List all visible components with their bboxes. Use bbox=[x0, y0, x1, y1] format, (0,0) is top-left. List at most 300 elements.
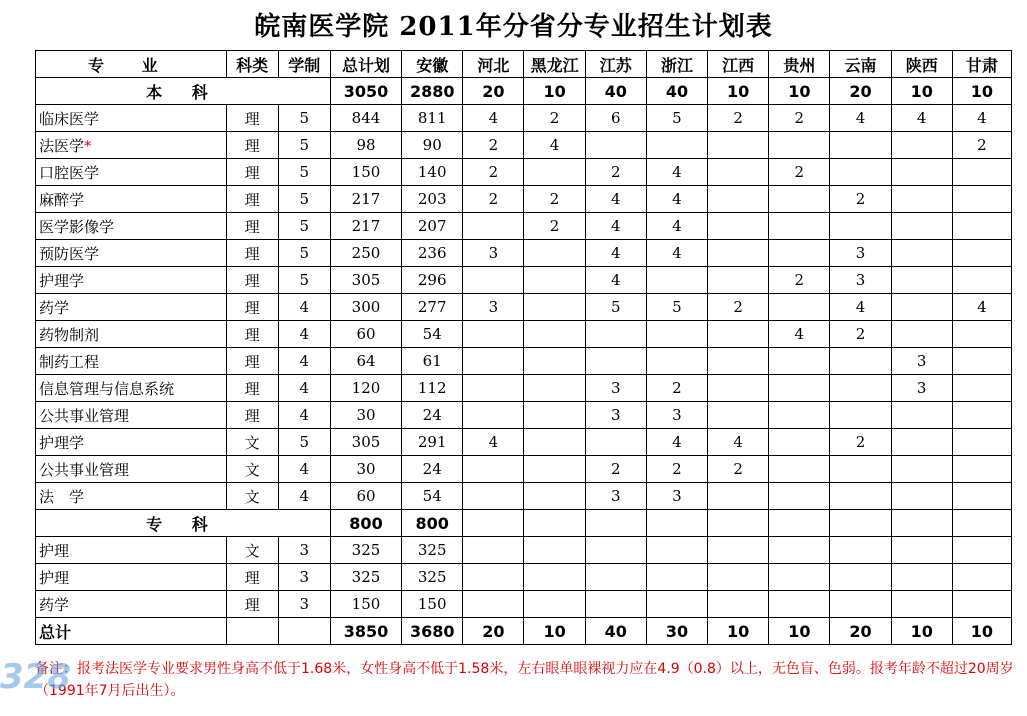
quota-cell: 4 bbox=[524, 132, 585, 159]
quota-cell bbox=[708, 564, 769, 591]
quota-cell bbox=[769, 213, 830, 240]
quota-cell: 325 bbox=[402, 537, 463, 564]
quota-cell bbox=[708, 186, 769, 213]
quota-cell bbox=[952, 402, 1011, 429]
quota-cell: 3 bbox=[646, 483, 707, 510]
quota-cell bbox=[830, 537, 891, 564]
major-name-cell bbox=[36, 267, 227, 294]
column-header: 科类 bbox=[226, 51, 278, 78]
quota-cell bbox=[708, 213, 769, 240]
quota-cell bbox=[524, 537, 585, 564]
quota-cell bbox=[524, 402, 585, 429]
quota-cell: 61 bbox=[402, 348, 463, 375]
major-name-cell bbox=[36, 591, 227, 618]
quota-cell: 4 bbox=[708, 429, 769, 456]
quota-cell bbox=[524, 321, 585, 348]
quota-cell: 4 bbox=[585, 213, 646, 240]
grand-total-cell: 10 bbox=[952, 618, 1011, 645]
quota-cell: 4 bbox=[585, 267, 646, 294]
section-total-cell: 10 bbox=[708, 78, 769, 105]
table-row bbox=[36, 267, 1012, 294]
table-row bbox=[36, 132, 1012, 159]
quota-cell bbox=[708, 375, 769, 402]
quota-cell bbox=[646, 321, 707, 348]
table-row bbox=[36, 483, 1012, 510]
duration-cell: 4 bbox=[278, 348, 330, 375]
duration-cell: 5 bbox=[278, 267, 330, 294]
quota-cell bbox=[463, 321, 524, 348]
quota-cell: 2 bbox=[524, 213, 585, 240]
quota-cell: 2 bbox=[646, 375, 707, 402]
grand-total-cell: 3850 bbox=[330, 618, 401, 645]
quota-cell bbox=[585, 564, 646, 591]
quota-cell: 2 bbox=[830, 186, 891, 213]
quota-cell bbox=[830, 159, 891, 186]
major-name: 药学 bbox=[39, 298, 70, 317]
quota-cell bbox=[952, 483, 1011, 510]
quota-cell bbox=[646, 267, 707, 294]
category-cell: 理 bbox=[226, 375, 278, 402]
quota-cell: 4 bbox=[830, 294, 891, 321]
major-name: 临床医学 bbox=[39, 109, 100, 128]
duration-cell: 3 bbox=[278, 537, 330, 564]
quota-cell bbox=[708, 132, 769, 159]
quota-cell bbox=[769, 564, 830, 591]
category-cell: 理 bbox=[226, 402, 278, 429]
grand-total-cell: 3680 bbox=[402, 618, 463, 645]
quota-cell: 5 bbox=[585, 294, 646, 321]
quota-cell: 4 bbox=[952, 294, 1011, 321]
major-name: 护理学 bbox=[39, 271, 85, 290]
quota-cell bbox=[952, 564, 1011, 591]
quota-cell: 3 bbox=[585, 402, 646, 429]
quota-cell bbox=[708, 321, 769, 348]
quota-cell bbox=[646, 132, 707, 159]
grand-total-cell: 40 bbox=[585, 618, 646, 645]
category-cell: 理 bbox=[226, 186, 278, 213]
major-name-cell bbox=[36, 294, 227, 321]
section-total-cell: 20 bbox=[830, 78, 891, 105]
column-header: 学制 bbox=[278, 51, 330, 78]
major-name-cell bbox=[36, 375, 227, 402]
quota-cell bbox=[952, 267, 1011, 294]
section-total-cell bbox=[646, 510, 707, 537]
grand-total-cell: 10 bbox=[891, 618, 952, 645]
table-row bbox=[36, 348, 1012, 375]
major-name-cell bbox=[36, 564, 227, 591]
duration-cell: 3 bbox=[278, 591, 330, 618]
major-name-cell bbox=[36, 537, 227, 564]
category-cell: 理 bbox=[226, 294, 278, 321]
quota-cell bbox=[830, 591, 891, 618]
quota-cell: 4 bbox=[769, 321, 830, 348]
quota-cell bbox=[891, 591, 952, 618]
quota-cell: 4 bbox=[952, 105, 1011, 132]
grand-total-cell: 30 bbox=[646, 618, 707, 645]
category-cell: 文 bbox=[226, 537, 278, 564]
quota-cell: 4 bbox=[646, 429, 707, 456]
quota-cell: 325 bbox=[402, 564, 463, 591]
quota-cell bbox=[769, 240, 830, 267]
section-total-cell: 800 bbox=[330, 510, 401, 537]
quota-cell: 325 bbox=[330, 537, 401, 564]
quota-cell: 2 bbox=[769, 267, 830, 294]
quota-cell bbox=[952, 321, 1011, 348]
section-total-cell bbox=[769, 510, 830, 537]
duration-cell: 5 bbox=[278, 105, 330, 132]
column-header: 甘肃 bbox=[952, 51, 1011, 78]
major-name: 麻醉学 bbox=[39, 190, 85, 209]
quota-cell: 54 bbox=[402, 483, 463, 510]
table-row bbox=[36, 321, 1012, 348]
section-total-cell bbox=[463, 510, 524, 537]
quota-cell bbox=[891, 294, 952, 321]
quota-cell bbox=[463, 402, 524, 429]
quota-cell bbox=[891, 159, 952, 186]
quota-cell bbox=[646, 348, 707, 375]
section-total-cell: 10 bbox=[769, 78, 830, 105]
major-name-cell bbox=[36, 186, 227, 213]
quota-cell bbox=[952, 186, 1011, 213]
duration-cell: 5 bbox=[278, 213, 330, 240]
quota-cell bbox=[891, 537, 952, 564]
major-name-cell bbox=[36, 159, 227, 186]
page-title: 皖南医学院 2011年分省分专业招生计划表 bbox=[254, 12, 773, 42]
table-body bbox=[36, 78, 1012, 645]
quota-cell: 3 bbox=[585, 375, 646, 402]
quota-cell bbox=[708, 159, 769, 186]
quota-cell: 3 bbox=[585, 483, 646, 510]
quota-cell bbox=[708, 591, 769, 618]
quota-cell bbox=[952, 213, 1011, 240]
quota-cell bbox=[708, 240, 769, 267]
quota-cell bbox=[463, 348, 524, 375]
section-total-cell bbox=[585, 510, 646, 537]
quota-cell: 844 bbox=[330, 105, 401, 132]
major-name: 法 学 bbox=[39, 487, 85, 506]
quota-cell: 4 bbox=[585, 186, 646, 213]
quota-cell bbox=[463, 483, 524, 510]
category-cell: 文 bbox=[226, 456, 278, 483]
quota-cell bbox=[463, 456, 524, 483]
quota-cell: 112 bbox=[402, 375, 463, 402]
quota-cell: 4 bbox=[830, 105, 891, 132]
quota-cell bbox=[891, 321, 952, 348]
quota-cell bbox=[463, 564, 524, 591]
quota-cell: 277 bbox=[402, 294, 463, 321]
category-cell: 理 bbox=[226, 591, 278, 618]
column-header: 专 业 bbox=[36, 51, 227, 78]
column-header: 黑龙江 bbox=[524, 51, 585, 78]
quota-cell: 2 bbox=[585, 456, 646, 483]
grand-total-label: 总计 bbox=[36, 618, 227, 645]
grand-total-cell: 10 bbox=[524, 618, 585, 645]
quota-cell bbox=[585, 591, 646, 618]
quota-cell: 5 bbox=[646, 294, 707, 321]
quota-cell bbox=[891, 402, 952, 429]
quota-cell: 4 bbox=[646, 159, 707, 186]
section-total-cell: 40 bbox=[646, 78, 707, 105]
quota-cell bbox=[524, 564, 585, 591]
category-cell: 理 bbox=[226, 159, 278, 186]
major-name-cell bbox=[36, 213, 227, 240]
quota-cell bbox=[708, 483, 769, 510]
quota-cell bbox=[952, 240, 1011, 267]
quota-cell: 2 bbox=[830, 321, 891, 348]
empty-cell bbox=[278, 618, 330, 645]
quota-cell: 325 bbox=[330, 564, 401, 591]
quota-cell: 2 bbox=[708, 456, 769, 483]
category-cell: 理 bbox=[226, 240, 278, 267]
section-total-cell bbox=[891, 510, 952, 537]
major-name: 口腔医学 bbox=[39, 163, 100, 182]
quota-cell bbox=[830, 213, 891, 240]
quota-cell: 296 bbox=[402, 267, 463, 294]
quota-cell: 2 bbox=[524, 105, 585, 132]
quota-cell: 811 bbox=[402, 105, 463, 132]
column-header: 云南 bbox=[830, 51, 891, 78]
major-name-cell bbox=[36, 132, 227, 159]
quota-cell: 4 bbox=[646, 240, 707, 267]
category-cell: 文 bbox=[226, 483, 278, 510]
duration-cell: 5 bbox=[278, 429, 330, 456]
quota-cell: 64 bbox=[330, 348, 401, 375]
quota-cell bbox=[830, 375, 891, 402]
quota-cell bbox=[463, 591, 524, 618]
quota-cell: 3 bbox=[891, 348, 952, 375]
category-cell: 理 bbox=[226, 321, 278, 348]
quota-cell bbox=[830, 456, 891, 483]
quota-cell: 2 bbox=[463, 132, 524, 159]
duration-cell: 5 bbox=[278, 132, 330, 159]
quota-cell: 24 bbox=[402, 402, 463, 429]
table-row bbox=[36, 402, 1012, 429]
section-label: 专 科 bbox=[36, 510, 331, 537]
quota-cell bbox=[585, 537, 646, 564]
quota-cell: 2 bbox=[585, 159, 646, 186]
quota-cell bbox=[891, 429, 952, 456]
quota-cell bbox=[463, 213, 524, 240]
section-row bbox=[36, 510, 1012, 537]
quota-cell bbox=[585, 348, 646, 375]
quota-cell: 2 bbox=[830, 429, 891, 456]
quota-cell bbox=[524, 456, 585, 483]
quota-cell bbox=[891, 213, 952, 240]
quota-cell: 2 bbox=[952, 132, 1011, 159]
quota-cell bbox=[769, 456, 830, 483]
quota-cell: 30 bbox=[330, 456, 401, 483]
column-header: 江苏 bbox=[585, 51, 646, 78]
quota-cell: 236 bbox=[402, 240, 463, 267]
section-total-cell: 2880 bbox=[402, 78, 463, 105]
section-total-cell bbox=[952, 510, 1011, 537]
quota-cell: 203 bbox=[402, 186, 463, 213]
table-row bbox=[36, 240, 1012, 267]
section-total-cell: 40 bbox=[585, 78, 646, 105]
quota-cell: 4 bbox=[891, 105, 952, 132]
grand-total-cell: 10 bbox=[769, 618, 830, 645]
quota-cell: 98 bbox=[330, 132, 401, 159]
grand-total-row bbox=[36, 618, 1012, 645]
quota-cell: 90 bbox=[402, 132, 463, 159]
table-row bbox=[36, 564, 1012, 591]
category-cell: 理 bbox=[226, 564, 278, 591]
quota-cell bbox=[830, 348, 891, 375]
column-header: 浙江 bbox=[646, 51, 707, 78]
major-name-cell bbox=[36, 348, 227, 375]
quota-cell bbox=[830, 132, 891, 159]
duration-cell: 4 bbox=[278, 402, 330, 429]
quota-cell: 3 bbox=[463, 240, 524, 267]
quota-cell: 217 bbox=[330, 213, 401, 240]
quota-cell bbox=[524, 267, 585, 294]
quota-cell bbox=[708, 402, 769, 429]
major-name-cell bbox=[36, 402, 227, 429]
watermark-logo: 328 bbox=[0, 657, 71, 697]
section-label: 本 科 bbox=[36, 78, 331, 105]
section-total-cell: 10 bbox=[952, 78, 1011, 105]
quota-cell: 5 bbox=[646, 105, 707, 132]
table-row bbox=[36, 456, 1012, 483]
quota-cell: 305 bbox=[330, 429, 401, 456]
quota-cell bbox=[891, 186, 952, 213]
quota-cell: 4 bbox=[646, 213, 707, 240]
quota-cell bbox=[585, 321, 646, 348]
section-total-cell: 3050 bbox=[330, 78, 401, 105]
table-row bbox=[36, 105, 1012, 132]
major-name-cell bbox=[36, 483, 227, 510]
major-name: 法医学 bbox=[39, 136, 85, 155]
major-name: 信息管理与信息系统 bbox=[39, 379, 175, 398]
duration-cell: 5 bbox=[278, 186, 330, 213]
quota-cell: 4 bbox=[463, 429, 524, 456]
quota-cell bbox=[524, 483, 585, 510]
major-name-cell bbox=[36, 321, 227, 348]
quota-cell bbox=[891, 456, 952, 483]
category-cell: 理 bbox=[226, 267, 278, 294]
column-header: 安徽 bbox=[402, 51, 463, 78]
major-name-cell bbox=[36, 105, 227, 132]
quota-cell: 24 bbox=[402, 456, 463, 483]
enrollment-plan-table bbox=[35, 50, 1012, 645]
quota-cell: 2 bbox=[646, 456, 707, 483]
grand-total-cell: 20 bbox=[830, 618, 891, 645]
quota-cell bbox=[524, 429, 585, 456]
quota-cell: 300 bbox=[330, 294, 401, 321]
category-cell: 文 bbox=[226, 429, 278, 456]
category-cell: 理 bbox=[226, 132, 278, 159]
column-header: 河北 bbox=[463, 51, 524, 78]
duration-cell: 4 bbox=[278, 483, 330, 510]
major-name-cell bbox=[36, 456, 227, 483]
duration-cell: 3 bbox=[278, 564, 330, 591]
table-row bbox=[36, 213, 1012, 240]
quota-cell bbox=[463, 537, 524, 564]
major-name: 药学 bbox=[39, 595, 70, 614]
quota-cell bbox=[646, 537, 707, 564]
major-name: 药物制剂 bbox=[39, 325, 100, 344]
quota-cell bbox=[585, 132, 646, 159]
section-row bbox=[36, 78, 1012, 105]
quota-cell bbox=[952, 348, 1011, 375]
quota-cell: 3 bbox=[830, 267, 891, 294]
quota-cell bbox=[769, 348, 830, 375]
category-cell: 理 bbox=[226, 213, 278, 240]
quota-cell bbox=[524, 294, 585, 321]
quota-cell: 207 bbox=[402, 213, 463, 240]
quota-cell: 2 bbox=[524, 186, 585, 213]
quota-cell: 140 bbox=[402, 159, 463, 186]
column-header: 陕西 bbox=[891, 51, 952, 78]
quota-cell bbox=[769, 186, 830, 213]
major-name: 医学影像学 bbox=[39, 217, 115, 236]
quota-cell bbox=[830, 402, 891, 429]
major-name: 公共事业管理 bbox=[39, 460, 130, 479]
quota-cell bbox=[952, 429, 1011, 456]
section-total-cell: 800 bbox=[402, 510, 463, 537]
quota-cell: 150 bbox=[402, 591, 463, 618]
quota-cell: 2 bbox=[708, 105, 769, 132]
table-row bbox=[36, 375, 1012, 402]
quota-cell: 2 bbox=[769, 105, 830, 132]
section-total-cell bbox=[708, 510, 769, 537]
column-header: 总计划 bbox=[330, 51, 401, 78]
table-row bbox=[36, 186, 1012, 213]
quota-cell bbox=[646, 564, 707, 591]
duration-cell: 4 bbox=[278, 375, 330, 402]
section-total-cell: 10 bbox=[524, 78, 585, 105]
quota-cell bbox=[769, 483, 830, 510]
duration-cell: 4 bbox=[278, 456, 330, 483]
quota-cell: 4 bbox=[463, 105, 524, 132]
quota-cell: 217 bbox=[330, 186, 401, 213]
major-name: 公共事业管理 bbox=[39, 406, 130, 425]
quota-cell: 3 bbox=[463, 294, 524, 321]
section-total-cell: 20 bbox=[463, 78, 524, 105]
major-name: 制药工程 bbox=[39, 352, 100, 371]
quota-cell bbox=[952, 537, 1011, 564]
quota-cell bbox=[830, 564, 891, 591]
quota-cell bbox=[769, 132, 830, 159]
quota-cell bbox=[463, 375, 524, 402]
column-header: 江西 bbox=[708, 51, 769, 78]
major-name-cell bbox=[36, 429, 227, 456]
duration-cell: 5 bbox=[278, 240, 330, 267]
quota-cell: 4 bbox=[585, 240, 646, 267]
quota-cell bbox=[524, 240, 585, 267]
quota-cell bbox=[891, 267, 952, 294]
quota-cell: 60 bbox=[330, 483, 401, 510]
quota-cell: 2 bbox=[708, 294, 769, 321]
quota-cell: 3 bbox=[646, 402, 707, 429]
major-name: 护理学 bbox=[39, 433, 85, 452]
quota-cell bbox=[708, 348, 769, 375]
major-name: 预防医学 bbox=[39, 244, 100, 263]
quota-cell: 30 bbox=[330, 402, 401, 429]
grand-total-cell: 20 bbox=[463, 618, 524, 645]
quota-cell: 291 bbox=[402, 429, 463, 456]
quota-cell bbox=[524, 591, 585, 618]
major-name-cell bbox=[36, 240, 227, 267]
quota-cell bbox=[769, 375, 830, 402]
quota-cell bbox=[524, 348, 585, 375]
quota-cell bbox=[769, 402, 830, 429]
quota-cell: 2 bbox=[463, 186, 524, 213]
duration-cell: 5 bbox=[278, 159, 330, 186]
category-cell: 理 bbox=[226, 105, 278, 132]
quota-cell: 2 bbox=[463, 159, 524, 186]
quota-cell bbox=[952, 591, 1011, 618]
